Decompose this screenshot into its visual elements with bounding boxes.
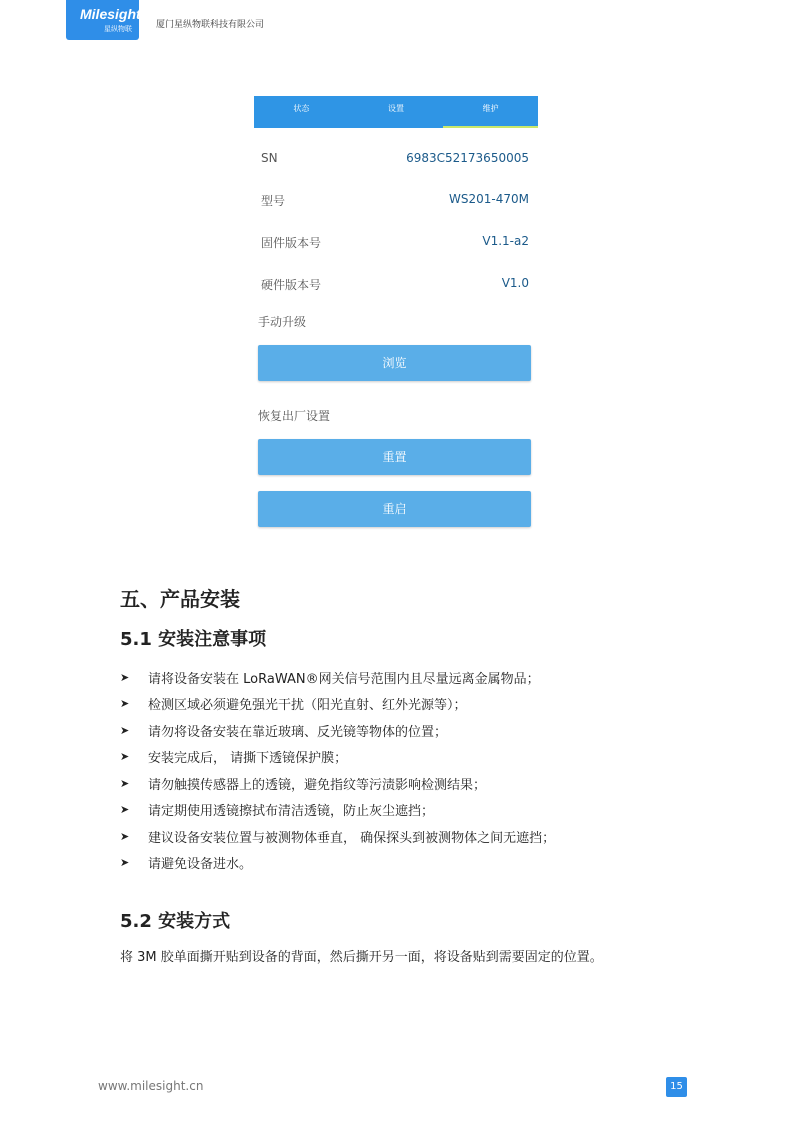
restart-button[interactable]: 重启	[258, 491, 531, 527]
list-item	[120, 770, 720, 797]
logo-sub: 星纵物联	[104, 25, 132, 33]
arrow-bullet-icon: ➤	[120, 670, 130, 684]
page-number: 15	[666, 1077, 687, 1097]
list-item-text: 请将设备安装在 LoRaWAN®网关信号范围内且尽量远离金属物品；	[148, 671, 540, 687]
manual-upgrade-label: 手动升级	[258, 315, 307, 329]
arrow-bullet-icon: ➤	[120, 723, 130, 737]
footer-website[interactable]: www.milesight.cn	[98, 1079, 204, 1093]
browse-button[interactable]: 浏览	[258, 345, 531, 381]
info-value: V1.1-a2	[482, 234, 529, 248]
company-name: 厦门星纵物联科技有限公司	[156, 20, 265, 30]
info-row-sn	[261, 151, 529, 165]
info-label: SN	[261, 151, 278, 165]
info-label: 硬件版本号	[261, 278, 322, 292]
arrow-bullet-icon: ➤	[120, 750, 130, 764]
list-item-text: 建议设备安装位置与被测物体垂直， 确保探头到被测物体之间无遮挡；	[148, 830, 556, 846]
arrow-bullet-icon: ➤	[120, 803, 130, 817]
list-item	[120, 797, 720, 824]
arrow-bullet-icon: ➤	[120, 776, 130, 790]
section-title: 五、产品安装	[120, 587, 240, 611]
info-label: 型号	[261, 194, 286, 208]
arrow-bullet-icon: ➤	[120, 697, 130, 711]
arrow-bullet-icon: ➤	[120, 856, 130, 870]
notes-list	[120, 664, 720, 876]
list-item-text: 请勿将设备安装在靠近玻璃、反光镜等物体的位置；	[148, 724, 448, 740]
install-paragraph: 将 3M 胶单面撕开贴到设备的背面，然后撕开另一面，将设备贴到需要固定的位置。	[120, 950, 603, 965]
list-item	[120, 744, 720, 771]
info-row-firmware	[261, 234, 529, 251]
list-item	[120, 823, 720, 850]
device-tabs	[254, 96, 538, 128]
list-item-text: 请勿触摸传感器上的透镜，避免指纹等污渍影响检测结果；	[148, 777, 487, 793]
subsection-title-notes: 5.1 安装注意事项	[120, 629, 267, 650]
arrow-bullet-icon: ➤	[120, 829, 130, 843]
info-value: 6983C52173650005	[406, 151, 529, 165]
list-item	[120, 691, 720, 718]
info-row-hardware	[261, 276, 529, 293]
tab-status[interactable]: 状态	[293, 104, 310, 113]
list-item	[120, 717, 720, 744]
subsection-title-install: 5.2 安装方式	[120, 911, 231, 932]
tab-maintenance[interactable]: 维护	[443, 96, 538, 128]
info-label: 固件版本号	[261, 236, 322, 250]
list-item	[120, 664, 720, 691]
list-item-text: 检测区域必须避免强光干扰（阳光直射、红外光源等）；	[148, 698, 467, 714]
logo-brand: Milesight	[80, 6, 141, 22]
list-item-text: 请定期使用透镜擦拭布清洁透镜，防止灰尘遮挡；	[148, 804, 435, 820]
factory-reset-label: 恢复出厂设置	[258, 409, 331, 423]
info-value: V1.0	[501, 276, 529, 290]
tab-settings[interactable]: 设置	[388, 104, 404, 113]
info-value: WS201-470M	[449, 192, 529, 206]
list-item-text: 请避免设备进水。	[148, 857, 253, 873]
reset-button[interactable]: 重置	[258, 439, 531, 475]
company-logo	[66, 0, 139, 40]
info-row-model	[261, 192, 529, 209]
list-item-text: 安装完成后， 请撕下透镜保护膜；	[148, 751, 348, 767]
list-item	[120, 850, 720, 877]
